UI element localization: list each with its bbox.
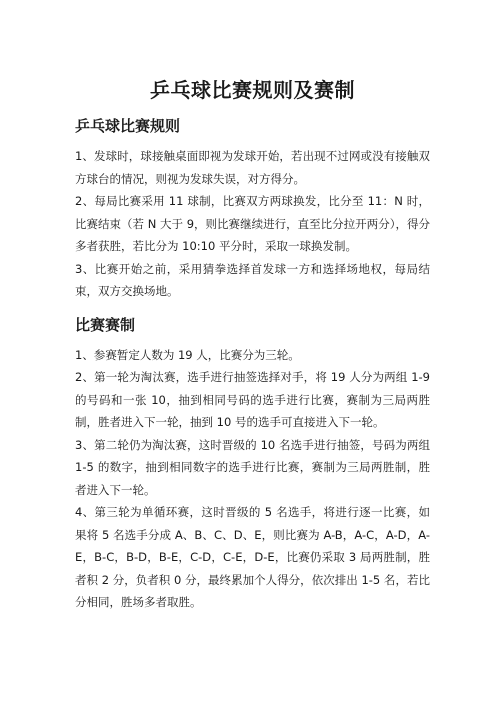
format-paragraph-4: 4、第三轮为单循环赛，这时晋级的 5 名选手，将进行逐一比赛，如果将 5 名选手分成 A、B、C、D、E，则比赛为 A-B，A-C，A-D，A-E，B-C，B-D，B-E，C-D，C-E，D-E，比赛仍采取 3 局两胜制，胜者积 2 分，负者积 0 分，最终累加个人得分，依次排出 1-5 名，若比分相同，胜场多者取胜。 xyxy=(75,505,430,609)
format-paragraph-1: 1、参赛暂定人数为 19 人，比赛分为三轮。 xyxy=(75,347,300,362)
rules-paragraph-3: 3、比赛开始之前，采用猜拳选择首发球一方和选择场地权，每局结束，双方交换场地。 xyxy=(75,261,430,298)
document-title: 乒乓球比赛规则及赛制 xyxy=(150,78,355,102)
format-paragraph-3: 3、第二轮仍为淘汰赛，这时晋级的 10 名选手进行抽签，号码为两组 1-5 的数字，抽到相同数字的选手进行比赛，赛制为三局两胜制，胜者进入下一轮。 xyxy=(75,437,430,497)
rules-paragraph-1: 1、发球时，球接触桌面即视为发球开始，若出现不过网或没有接触双方球台的情况，则视为发球失误，对方得分。 xyxy=(75,149,430,186)
format-paragraph-2: 2、第一轮为淘汰赛，选手进行抽签选择对手，将 19 人分为两组 1-9 的号码和一张 10，抽到相同号码的选手进行比赛，赛制为三局两胜制，胜者进入下一轮，抽到 10 号的选手可直接进入下一轮。 xyxy=(75,370,430,429)
section-heading-rules: 乒乓球比赛规则 xyxy=(75,117,181,135)
rules-paragraph-2: 2、每局比赛采用 11 球制，比赛双方两球换发，比分至 11：N 时，比赛结束（若 N 大于 9，则比赛继续进行，直至比分拉开两分），得分多者获胜，若比分为 10:10 平分时，采取一球换发制。 xyxy=(75,194,430,253)
section-heading-competition-format: 比赛赛制 xyxy=(75,315,136,334)
document-page xyxy=(75,78,430,614)
